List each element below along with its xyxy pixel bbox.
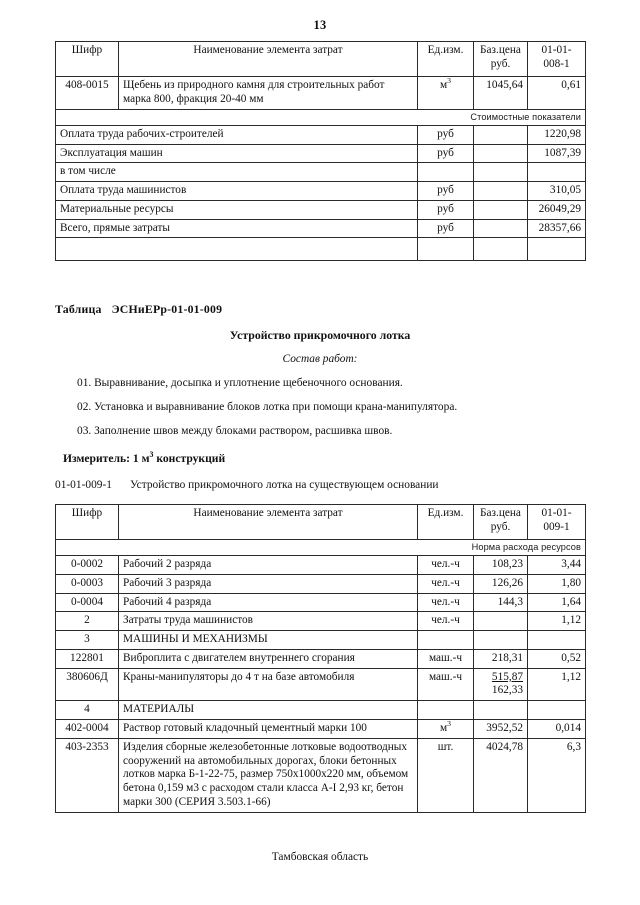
summary-price	[474, 219, 528, 238]
header-price	[474, 42, 528, 77]
summary-label: Материальные ресурсы	[56, 200, 418, 219]
summary-value	[528, 163, 586, 182]
work-composition-label: Состав работ:	[282, 352, 358, 365]
summary-price	[474, 182, 528, 201]
work-description-section	[0, 301, 640, 493]
table-spacer-row	[56, 238, 586, 261]
summary-unit	[418, 163, 474, 182]
cell-unit	[418, 77, 474, 110]
table-row	[56, 612, 586, 631]
table-header-row	[56, 42, 586, 77]
cell-name: Виброплита с двигателем внутреннего сгорания	[119, 649, 418, 668]
summary-unit: руб	[418, 144, 474, 163]
cell-price	[474, 701, 528, 720]
header-price-line2: руб.	[490, 520, 511, 533]
spacer-cell	[528, 238, 586, 261]
cell-price: 3952,52	[474, 720, 528, 739]
cell-price-secondary: 162,33	[491, 684, 523, 697]
cell-name: МАШИНЫ И МЕХАНИЗМЫ	[119, 631, 418, 650]
summary-label: в том числе	[56, 163, 418, 182]
table-1-container	[0, 41, 640, 261]
header-unit: Ед.изм.	[418, 42, 474, 77]
work-step: 01. Выравнивание, досыпка и уплотнение щебеночного основания.	[77, 376, 403, 389]
cell-unit	[418, 631, 474, 650]
table-row	[56, 556, 586, 575]
cell-price	[474, 631, 528, 650]
table-row	[56, 668, 586, 701]
cell-price: 4024,78	[474, 738, 528, 812]
unit-norm-code: 01-01-009-1	[55, 478, 112, 491]
cell-value: 0,52	[528, 649, 586, 668]
header-value: 01-01-009-1	[528, 504, 586, 539]
cell-price: 108,23	[474, 556, 528, 575]
table-group-row	[56, 701, 586, 720]
cell-price: 126,26	[474, 574, 528, 593]
cell-unit: шт.	[418, 738, 474, 812]
table-row	[56, 574, 586, 593]
summary-label: Всего, прямые затраты	[56, 219, 418, 238]
cell-code: 3	[56, 631, 119, 650]
band-row-resource-norm	[56, 539, 586, 555]
cell-value	[528, 631, 586, 650]
cell-code: 402-0004	[56, 720, 119, 739]
cell-unit	[418, 701, 474, 720]
cell-price-stacked	[474, 668, 528, 701]
cell-name: Изделия сборные железобетонные лотковые водоотводных сооружений на автомобильных дорогах, блоки бетонных лотков марка Б-1-22-75, размер 750х1000х220 мм, объемом бетона 0,159 м3 с расходом стали класса А-I 2,93 кг, бетон марки 300 (СЕРИЯ 3.503.1-66)	[119, 738, 418, 812]
cell-unit-base: м	[440, 722, 448, 735]
band-row-cost-indicators	[56, 109, 586, 125]
cell-value: 1,12	[528, 668, 586, 701]
table-group-row	[56, 631, 586, 650]
summary-row	[56, 182, 586, 201]
summary-price	[474, 200, 528, 219]
summary-unit: руб	[418, 200, 474, 219]
page-footer: Тамбовская область	[271, 850, 369, 863]
summary-row	[56, 125, 586, 144]
cell-unit: маш.-ч	[418, 649, 474, 668]
summary-row	[56, 200, 586, 219]
summary-value: 1220,98	[528, 125, 586, 144]
cell-code: 2	[56, 612, 119, 631]
header-name: Наименование элемента затрат	[119, 42, 418, 77]
summary-price	[474, 144, 528, 163]
cell-code: 0-0004	[56, 593, 119, 612]
summary-unit: руб	[418, 219, 474, 238]
table-header-row	[56, 504, 586, 539]
cell-value: 6,3	[528, 738, 586, 812]
band-label: Норма расхода ресурсов	[56, 539, 586, 555]
measure-sup: 3	[149, 450, 154, 460]
summary-label: Эксплуатация машин	[56, 144, 418, 163]
cell-code: 122801	[56, 649, 119, 668]
cell-value: 1,12	[528, 612, 586, 631]
cell-code: 0-0002	[56, 556, 119, 575]
cell-value: 0,61	[528, 77, 586, 110]
table-row	[56, 738, 586, 812]
cell-name: Рабочий 2 разряда	[119, 556, 418, 575]
table-row	[56, 720, 586, 739]
cell-unit-base: м	[440, 79, 448, 91]
header-code: Шифр	[56, 504, 119, 539]
cell-code: 0-0003	[56, 574, 119, 593]
cell-unit: чел.-ч	[418, 593, 474, 612]
summary-label: Оплата труда машинистов	[56, 182, 418, 201]
cell-unit: чел.-ч	[418, 556, 474, 575]
cell-name: Затраты труда машинистов	[119, 612, 418, 631]
summary-unit: руб	[418, 182, 474, 201]
header-code: Шифр	[56, 42, 119, 77]
unit-norm-name: Устройство прикромочного лотка на существующем основании	[129, 478, 439, 491]
header-price-line2: руб.	[490, 57, 511, 70]
cell-name: Рабочий 4 разряда	[119, 593, 418, 612]
cell-price: 515,87	[491, 670, 523, 683]
spacer-cell	[56, 238, 418, 261]
cell-code: 380606Д	[56, 668, 119, 701]
measure-unit-line	[55, 450, 585, 467]
cell-unit: маш.-ч	[418, 668, 474, 701]
header-value: 01-01-008-1	[528, 42, 586, 77]
header-price	[474, 504, 528, 539]
cell-code: 4	[56, 701, 119, 720]
table-code: ЭСНиЕРр-01-01-009	[111, 302, 223, 317]
cell-value: 3,44	[528, 556, 586, 575]
cell-value: 1,80	[528, 574, 586, 593]
cost-table-008	[55, 41, 586, 261]
cell-value	[528, 701, 586, 720]
table-row	[56, 77, 586, 110]
table-2-container	[0, 504, 640, 813]
header-name: Наименование элемента затрат	[119, 504, 418, 539]
summary-value: 310,05	[528, 182, 586, 201]
cell-unit	[418, 720, 474, 739]
summary-unit: руб	[418, 125, 474, 144]
cell-code: 403-2353	[56, 738, 119, 812]
summary-price	[474, 163, 528, 182]
summary-value: 28357,66	[528, 219, 586, 238]
band-label: Стоимостные показатели	[56, 109, 586, 125]
cell-price: 1045,64	[474, 77, 528, 110]
spacer-cell	[418, 238, 474, 261]
summary-row	[56, 163, 586, 182]
summary-row	[56, 144, 586, 163]
summary-label: Оплата труда рабочих-строителей	[56, 125, 418, 144]
cell-unit-sup: 3	[447, 719, 451, 729]
work-step: 03. Заполнение швов между блоками раствором, расшивка швов.	[77, 425, 393, 438]
cell-price	[474, 612, 528, 631]
header-price-line1: Баз.цена	[480, 44, 521, 56]
cell-name: Раствор готовый кладочный цементный марки 100	[119, 720, 418, 739]
measure-label: Измеритель: 1 м	[63, 452, 150, 466]
page-number: 13	[313, 18, 327, 32]
header-unit: Ед.изм.	[418, 504, 474, 539]
table-label: Таблица	[55, 302, 102, 317]
unit-norm-line	[55, 477, 585, 494]
cell-unit-sup: 3	[447, 76, 451, 86]
cell-code: 408-0015	[56, 77, 119, 110]
table-row	[56, 593, 586, 612]
cell-name: Краны-манипуляторы до 4 т на базе автомобиля	[119, 668, 418, 701]
cell-name: Рабочий 3 разряда	[119, 574, 418, 593]
cell-value: 1,64	[528, 593, 586, 612]
summary-value: 1087,39	[528, 144, 586, 163]
cell-unit: чел.-ч	[418, 574, 474, 593]
measure-tail: конструкций	[153, 452, 226, 466]
summary-value: 26049,29	[528, 200, 586, 219]
summary-row	[56, 219, 586, 238]
summary-price	[474, 125, 528, 144]
table-code-heading	[55, 301, 585, 319]
cell-price: 218,31	[474, 649, 528, 668]
header-price-line1: Баз.цена	[480, 506, 521, 519]
work-step: 02. Установка и выравнивание блоков лотка при помощи крана-манипулятора.	[77, 401, 458, 414]
cell-unit: чел.-ч	[418, 612, 474, 631]
cell-name: МАТЕРИАЛЫ	[119, 701, 418, 720]
resource-table-009	[55, 504, 586, 813]
work-title: Устройство прикромочного лотка	[229, 328, 411, 343]
spacer-cell	[474, 238, 528, 261]
cell-value: 0,014	[528, 720, 586, 739]
cell-price: 144,3	[474, 593, 528, 612]
table-row	[56, 649, 586, 668]
cell-name: Щебень из природного камня для строительных работ марка 800, фракция 20-40 мм	[119, 77, 418, 110]
